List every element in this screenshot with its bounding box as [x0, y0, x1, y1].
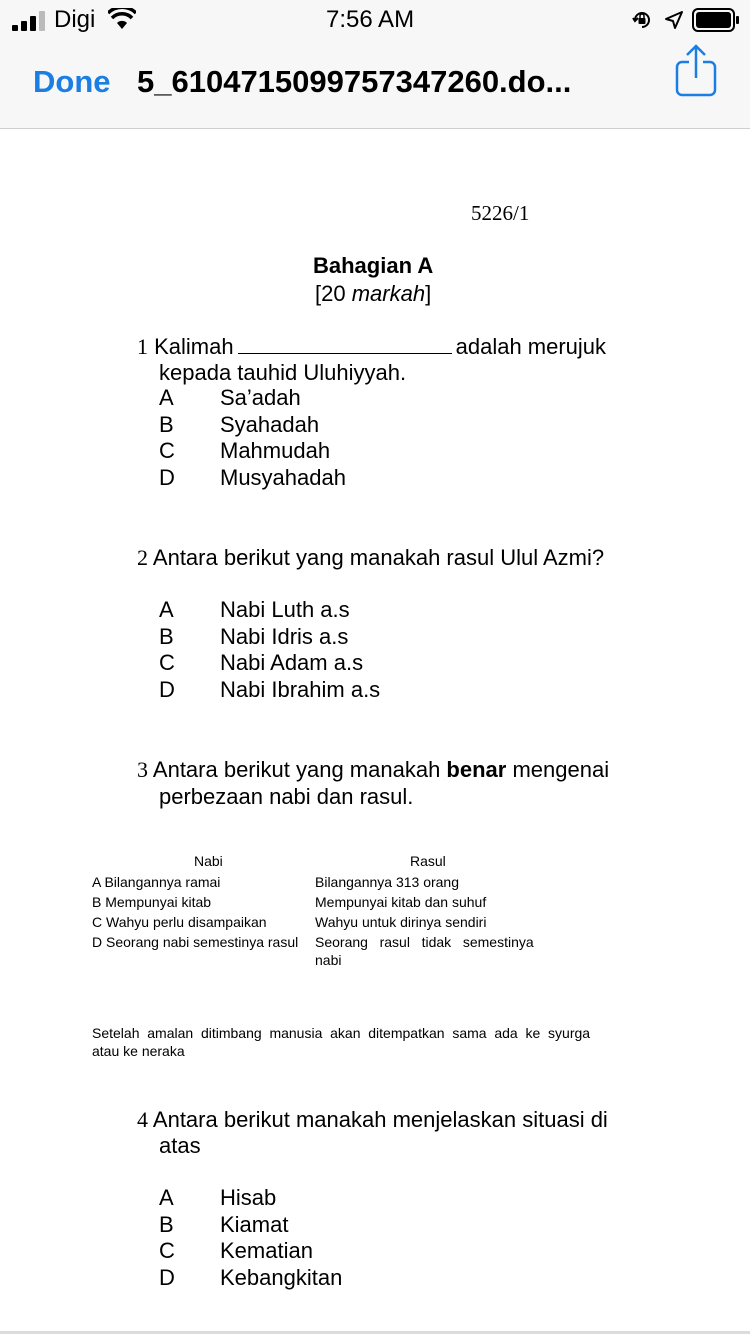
option-letter: A: [159, 597, 174, 622]
question-3-line-2: perbezaan nabi dan rasul.: [159, 784, 414, 809]
option-text: Nabi Luth a.s: [220, 597, 350, 622]
option-text: Sa’adah: [220, 385, 301, 410]
option-letter: C: [159, 1238, 175, 1263]
section-marks: [20 markah]: [315, 281, 432, 306]
option-letter: D: [159, 677, 175, 702]
option-text: Mahmudah: [220, 438, 331, 463]
section-title: Bahagian A: [313, 253, 434, 278]
rotation-lock-icon: [631, 9, 653, 31]
question-3-line-1: 3 Antara berikut yang manakah benar mengenai: [137, 757, 610, 782]
share-icon[interactable]: [674, 44, 718, 98]
option-text: Kiamat: [220, 1212, 289, 1237]
table-cell-nabi: C Wahyu perlu disampaikan: [92, 914, 267, 930]
answer-blank: [238, 333, 452, 354]
option-text: Nabi Adam a.s: [220, 650, 364, 675]
option-text: Kebangkitan: [220, 1265, 343, 1290]
option-letter: C: [159, 650, 175, 675]
question-4-line-1: 4 Antara berikut manakah menjelaskan situasi di: [137, 1107, 608, 1132]
table-cell-nabi: D Seorang nabi semestinya rasul: [92, 934, 299, 950]
file-title: 5_6104715099757347260.do...: [137, 64, 572, 99]
table-cell-rasul: Mempunyai kitab dan suhuf: [315, 894, 487, 910]
question-1-line-1: 1 Kalimah adalah merujuk: [137, 334, 607, 359]
question-4-line-2: atas: [159, 1133, 201, 1158]
stimulus-text-line-2: atau ke neraka: [92, 1043, 185, 1059]
option-text: Kematian: [220, 1238, 313, 1263]
page-code: 5226/1: [471, 201, 530, 225]
carrier-name: Digi: [54, 6, 96, 33]
wifi-icon: [108, 8, 136, 30]
location-icon: [664, 10, 684, 30]
option-letter: B: [159, 1212, 174, 1237]
option-letter: A: [159, 1185, 174, 1210]
table-cell-nabi: A Bilangannya ramai: [92, 874, 221, 890]
option-letter: D: [159, 465, 175, 490]
option-text: Musyahadah: [220, 465, 346, 490]
option-letter: C: [159, 438, 175, 463]
battery-icon: [692, 8, 740, 32]
done-button[interactable]: Done: [33, 64, 111, 99]
table-cell-rasul: Bilangannya 313 orang: [315, 874, 460, 890]
table-cell-rasul: Wahyu untuk dirinya sendiri: [315, 914, 487, 930]
option-text: Syahadah: [220, 412, 320, 437]
question-1-line-2: kepada tauhid Uluhiyyah.: [159, 360, 407, 385]
option-letter: A: [159, 385, 174, 410]
table-cell-rasul-continued: nabi: [315, 952, 342, 968]
question-2-line-1: 2 Antara berikut yang manakah rasul Ulul Azmi?: [137, 545, 605, 570]
option-text: Nabi Ibrahim a.s: [220, 677, 381, 702]
table-header-rasul: Rasul: [410, 853, 446, 869]
option-letter: D: [159, 1265, 175, 1290]
option-text: Hisab: [220, 1185, 277, 1210]
table-cell-rasul: Seorang rasul tidak semestinya: [315, 934, 534, 950]
table-header-nabi: Nabi: [194, 853, 223, 869]
status-bar: [0, 0, 750, 40]
signal-icon: [12, 11, 48, 31]
table-cell-nabi: B Mempunyai kitab: [92, 894, 212, 910]
clock: 7:56 AM: [326, 6, 415, 33]
option-letter: B: [159, 412, 174, 437]
navigation-bar: [0, 40, 750, 129]
option-letter: B: [159, 624, 174, 649]
stimulus-text-line-1: Setelah amalan ditimbang manusia akan ditempatkan sama ada ke syurga: [92, 1025, 591, 1041]
document-page[interactable]: [0, 129, 750, 1334]
option-text: Nabi Idris a.s: [220, 624, 349, 649]
